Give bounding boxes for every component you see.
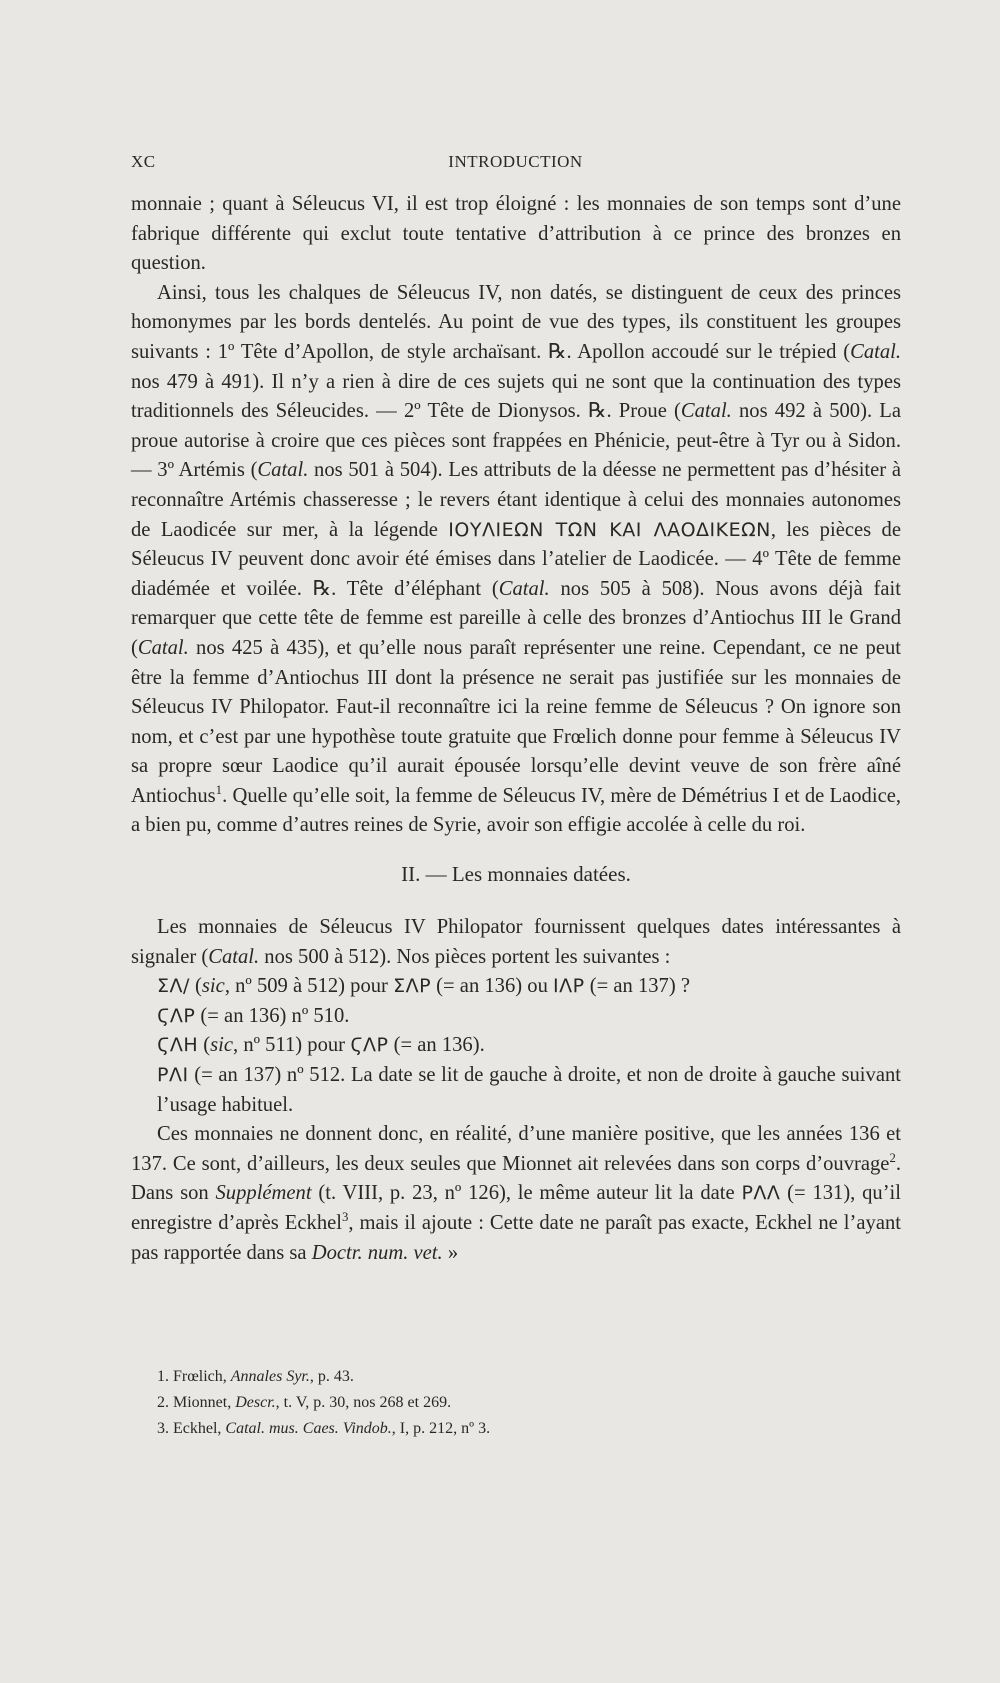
text-run: monnaie ; quant à Séleucus VI, il est trop éloigné : les monnaies de son temps sont d’une fabrique différente qui exclut toute tentative d’attribution à ce prince des bronzes en question. [131, 193, 901, 275]
text-run: (= an 136) nº 510. [195, 1004, 350, 1027]
book-title: Annales Syr. [230, 1368, 310, 1385]
section-title: II. — Les monnaies datées. [401, 862, 631, 887]
text-run: , nº 509 à 512) pour [224, 975, 394, 998]
text-run: Eckhel, [173, 1420, 226, 1437]
date-entry [157, 1002, 901, 1032]
text-run: (= an 136). [388, 1034, 485, 1057]
greek-date: ΡΛΙ [157, 1064, 189, 1087]
footnote-ref[interactable]: 1 [215, 783, 223, 798]
footnote [131, 1416, 901, 1442]
greek-date: ϚΛΡ [350, 1034, 389, 1057]
text-run: nos 501 à 504). Les attributs de la déesse ne permettent pas d’hésiter à reconnaître Artémis chasseresse ; le revers étant identique à celui des monnaies autonomes de Laodicée sur mer, à la légende [131, 459, 901, 541]
text-run: (= 131), qu’il enregistre d’après Eckhel [131, 1182, 901, 1234]
text-run: , p. 43. [309, 1368, 354, 1385]
catal-ref: Catal. [498, 577, 550, 600]
text-run: nos 492 à 500). La proue autorise à croire que ces pièces sont frappées en Phénicie, peut-être à Tyr ou à Sidon. — 3º Artémis ( [131, 400, 902, 482]
footnote-number: 2. [157, 1394, 173, 1411]
footnote-number: 3. [157, 1420, 173, 1437]
greek-legend: ΙΟΥΛΙΕΩΝ ΤΩΝ ΚΑΙ ΛΑΟΔΙΚΕΩΝ [448, 518, 771, 541]
text-run: Les monnaies de Séleucus IV Philopator fournissent quelques dates intéressantes à signaler ( [131, 916, 901, 968]
text-run: . Quelle qu’elle soit, la femme de Séleucus IV, mère de Démétrius I et de Laodice, a bien pu, comme d’autres reines de Syrie, avoir son effigie accolée à celle du roi. [131, 784, 901, 837]
paragraph-4 [131, 1120, 901, 1268]
text-run: , nº 511) pour [233, 1034, 351, 1057]
book-title: Descr. [235, 1394, 276, 1411]
text-run: nos 479 à 491). Il n’y a rien à dire de ces sujets qui ne sont que la continuation des types traditionnels des Séleucides. — 2º Tête de Dionysos. ℞. Proue ( [131, 370, 901, 423]
date-entry [157, 972, 901, 1002]
text-run: nos 505 à 508). Nous avons déjà fait remarquer que cette tête de femme est pareille à celle des bronzes d’Antiochus III le Grand ( [131, 577, 902, 659]
text-run: , t. V, p. 30, nos 268 et 269. [275, 1394, 452, 1411]
text-run: (= an 137) nº 512. La date se lit de gauche à droite, et non de droite à gauche suivant l’usage habituel. [157, 1064, 901, 1116]
book-title: Supplément [215, 1182, 312, 1205]
catal-ref: Catal. [257, 459, 309, 482]
running-title: INTRODUCTION [448, 152, 583, 171]
text-run: (= an 136) ou [431, 975, 554, 998]
footnote [131, 1364, 901, 1390]
text-run: nos 500 à 512). Nos pièces portent les suivantes : [259, 945, 671, 968]
catal-ref: Catal. [680, 400, 732, 423]
date-entry [157, 1061, 901, 1120]
text-run: Mionnet, [173, 1394, 236, 1411]
footnote-ref[interactable]: 2 [889, 1150, 896, 1165]
paragraph-3 [131, 913, 901, 972]
text-run: Frœlich, [173, 1368, 231, 1385]
greek-date: ΡΛΛ [741, 1182, 781, 1205]
page-number: XC [131, 152, 156, 171]
text-run: . Dans son [131, 1152, 901, 1205]
text-run: , mais il ajoute : Cette date ne paraît pas exacte, Eckhel ne l’ayant pas rapportée dans sa [131, 1212, 901, 1264]
text-run: ( [189, 975, 202, 998]
paragraph-2 [131, 279, 901, 841]
footnote-ref[interactable]: 3 [341, 1210, 349, 1225]
text-run: Ces monnaies ne donnent donc, en réalité, d’une manière positive, que les années 136 et 137. Ce sont, d’ailleurs, les deux seules que Mionnet ait relevées dans son corps d’ouvrage [131, 1123, 901, 1175]
footnote-number: 1. [157, 1368, 173, 1385]
greek-date: ΣΛ/ [157, 975, 190, 998]
catal-ref: Catal. [137, 636, 189, 659]
date-list [131, 972, 901, 1120]
text-run: , I, p. 212, nº 3. [391, 1420, 491, 1437]
text-run: , les pièces de Séleucus IV peuvent donc avoir été émises dans l’atelier de Laodicée. — 4º Tête de femme diadémée et voilée. ℞. Tête d’éléphant ( [131, 518, 901, 600]
greek-date: ϚΛΡ [157, 1004, 196, 1027]
main-text [131, 190, 901, 1268]
book-title: Catal. mus. Caes. Vindob. [225, 1420, 392, 1437]
sic-note: sic [210, 1034, 234, 1057]
greek-date: ΙΛΡ [553, 975, 585, 998]
catal-ref: Catal. [208, 945, 260, 968]
catal-ref: Catal. [850, 340, 901, 363]
text-run: » [442, 1241, 459, 1264]
book-title: Doctr. num. vet. [311, 1241, 443, 1264]
footnotes [131, 1364, 901, 1442]
text-run: ( [198, 1034, 211, 1057]
sic-note: sic [201, 975, 225, 998]
paragraph-1 [131, 190, 901, 279]
text-run: nos 425 à 435), et qu’elle nous paraît représenter une reine. Cependant, ce ne peut être la femme d’Antiochus III dont la présence ne serait pas justifiée sur les monnaies de Séleucus IV Philopator. Faut-il reconnaître ici la reine femme de Séleucus ? On ignore son nom, et c’est par une hypothèse toute gratuite que Frœlich donne pour femme à Séleucus IV sa propre sœur Laodice qu’il aurait épousée lorsqu’elle devint veuve de son frère aîné Antiochus [131, 636, 901, 807]
footnote [131, 1390, 901, 1416]
text-run: (t. VIII, p. 23, nº 126), le même auteur lit la date [311, 1182, 742, 1205]
greek-date: ΣΛΡ [393, 975, 432, 998]
greek-date: ϚΛΗ [157, 1034, 199, 1057]
date-entry [157, 1031, 901, 1061]
text-run: (= an 137) ? [584, 975, 690, 998]
text-run: Ainsi, tous les chalques de Séleucus IV, non datés, se distinguent de ceux des princes homonymes par les bords dentelés. Au point de vue des types, ils constituent les groupes suivants : 1º Tête d’Apollon, de style archaïsant. ℞. Apollon accoudé sur le trépied ( [131, 281, 901, 363]
